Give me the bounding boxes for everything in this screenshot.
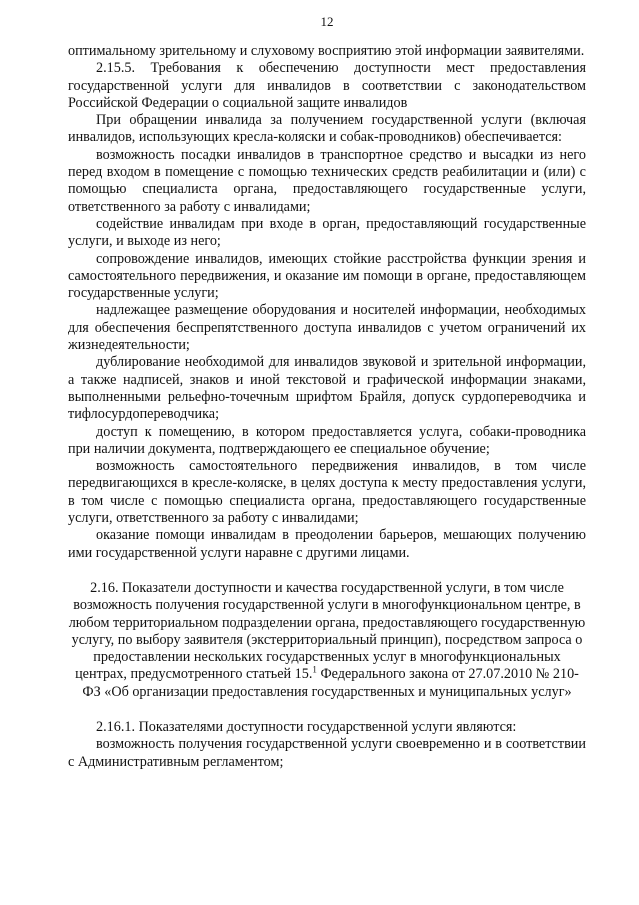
document-page xyxy=(68,14,586,771)
paragraph-section-2-16-1: 2.16.1. Показателями доступности государственной услуги являются: xyxy=(96,718,517,735)
paragraph-intro: При обращении инвалида за получением государственной услуги (включая инвалидов, использующих кресла-коляски и собак-проводников) обеспечивается: xyxy=(68,112,586,146)
paragraph-list-item: возможность самостоятельного передвижения инвалидов, в том числе передвигающихся в кресле-коляске, в целях доступа к месту предоставления услуги, в том числе с помощью специалиста органа, предоставляющего государственные услуги, ответственного за работу с инвалидами; xyxy=(68,458,586,527)
heading-text: 2.16. Показатели доступности и качества государственной услуги, в том числе возможность получения государственной услуги в многофункциональном центре, в любом территориальном подразделении органа, предоставляющего государственную услугу, по выбору заявителя (экстерриториальный принцип), посредством запроса о предоставлении нескольких государственных услуг в многофункциональных центрах, предусмотренного статьей 15. xyxy=(68,579,586,683)
paragraph-list-item: возможность посадки инвалидов в транспортное средство и высадки из него перед входом в помещение с помощью технических средств реабилитации и (или) с помощью специалиста органа, предоставляющего государственные услуги, ответственного за работу с инвалидами; xyxy=(68,146,586,215)
paragraph-list-item: надлежащее размещение оборудования и носителей информации, необходимых для обеспечения беспрепятственного доступа инвалидов с учетом ограничений их жизнедеятельности; xyxy=(68,302,586,354)
footnote-mark: 1 xyxy=(312,664,317,675)
paragraph-continuation: оптимальному зрительному и слуховому восприятию этой информации заявителями. xyxy=(68,43,585,59)
page-number: 12 xyxy=(320,14,334,29)
heading-text-continued: Федерального закона от 27.07.2010 № 210-ФЗ «Об организации предоставления государственных и муниципальных услуг» xyxy=(82,666,579,700)
paragraph-list-item: содействие инвалидам при входе в орган, предоставляющий государственные услуги, и выходе из него; xyxy=(68,215,586,250)
paragraph-list-item: доступ к помещению, в котором предоставляется услуга, собаки-проводника при наличии документа, подтверждающего ее специальное обучение; xyxy=(68,423,586,457)
paragraph-list-item: оказание помощи инвалидам в преодолении барьеров, мешающих получению ими государственной услуги наравне с другими лицами. xyxy=(68,527,586,561)
section-heading-2-16 xyxy=(68,580,586,701)
paragraph-section-2-15-5: 2.15.5. Требования к обеспечению доступности мест предоставления государственной услуги для инвалидов в соответствии с законодательством Российской Федерации о социальной защите инвалидов xyxy=(68,60,586,111)
paragraph-list-item: возможность получения государственной услуги своевременно и в соответствии с Административным регламентом; xyxy=(68,736,586,770)
paragraph-list-item: сопровождение инвалидов, имеющих стойкие расстройства функции зрения и самостоятельного передвижения, и оказание им помощи в органе, предоставляющем государственные услуги; xyxy=(68,250,586,302)
paragraph-list-item: дублирование необходимой для инвалидов звуковой и зрительной информации, а также надписей, знаков и иной текстовой и графической информации знаками, выполненными рельефно-точечным шрифтом Брайля, допуск сурдопереводчика и тифлосурдопереводчика; xyxy=(68,354,586,423)
